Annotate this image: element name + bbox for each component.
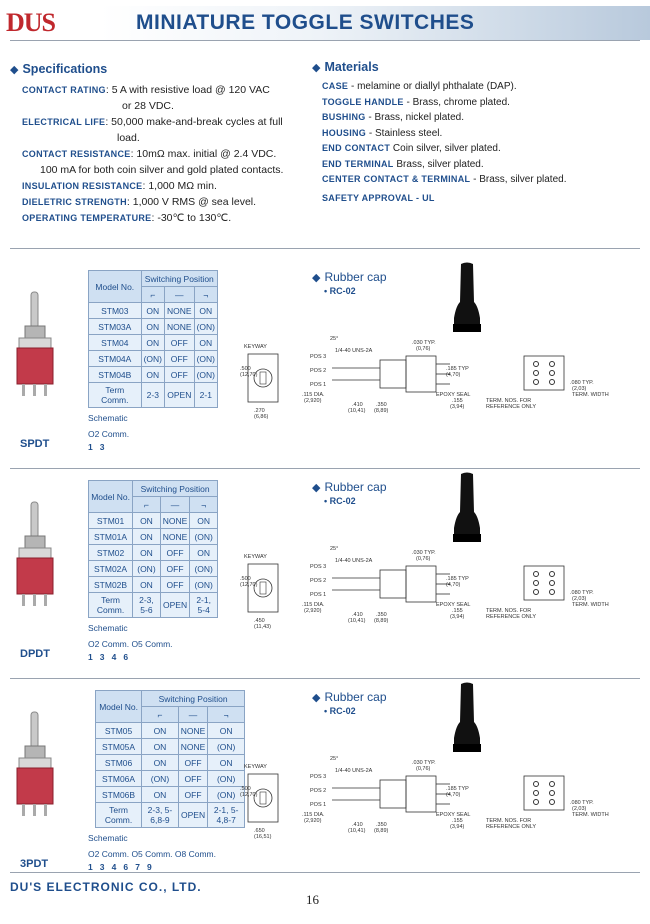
table-cell: (ON): [194, 367, 217, 383]
table-cell: ON: [142, 723, 179, 739]
thread-label: 1/4-40 UNS-2A: [335, 768, 373, 774]
material-end-contact: END CONTACT Coin silver, silver plated.: [322, 143, 501, 154]
dim-label: (2,03): [572, 806, 587, 812]
dim-label: (4,70): [446, 792, 461, 798]
epoxy-label: EPOXY SEAL: [436, 392, 471, 398]
dim-label: .410: [352, 612, 363, 618]
pos-label: POS 1: [310, 382, 327, 388]
term-nos-label: TERM. NOS. FOR: [486, 818, 532, 824]
table-cell: ON: [142, 787, 179, 803]
rubber-cap-part: • RC-02: [324, 496, 356, 506]
table-cell: ON: [133, 513, 161, 529]
rubber-cap-part: • RC-02: [324, 286, 356, 296]
dim-label: .030 TYP.: [412, 340, 436, 346]
ref-only-label: REFERENCE ONLY: [486, 824, 537, 830]
table-cell: ON: [190, 545, 218, 561]
dim-label: .350: [376, 402, 387, 408]
table-cell: ON: [208, 755, 245, 771]
table-cell: OFF: [160, 577, 190, 593]
term-cell: 2-1, 5-4: [190, 593, 218, 618]
table-row: [89, 561, 218, 577]
ref-only-label: REFERENCE ONLY: [486, 404, 537, 410]
table-cell: STM04: [89, 335, 142, 351]
pos-label: POS 3: [310, 564, 327, 570]
dim-label: .115 DIA.: [302, 392, 325, 398]
dim-label: (11,43): [254, 624, 272, 630]
spec-electrical-life-cont: load.: [117, 132, 140, 144]
dim-label: (2,920): [304, 608, 322, 614]
pos-label: POS 2: [310, 578, 327, 584]
position-icon: ⌐: [142, 707, 179, 723]
schematic-pins: 1 3: [88, 442, 105, 452]
spec-dielectric: DIELETRIC STRENGTH: 1,000 V RMS @ sea level.: [22, 196, 257, 208]
model-header: Model No.: [89, 271, 142, 303]
position-icon: ¬: [208, 707, 245, 723]
schematic-label: Schematic: [88, 623, 128, 633]
section-divider: [10, 468, 640, 469]
spec-contact-resistance-cont: 100 mA for both coin silver and gold plated contacts.: [40, 164, 284, 176]
dim-label: .080 TYP.: [570, 380, 594, 386]
dim-label: .650: [254, 828, 265, 834]
table-cell: NONE: [160, 529, 190, 545]
dim-label: (8,89): [374, 408, 389, 414]
schematic-comm: O2 Comm. O5 Comm. O8 Comm.: [88, 849, 216, 859]
switching-position-table: [88, 480, 218, 618]
term-cell: OPEN: [160, 593, 190, 618]
table-cell: STM01A: [89, 529, 133, 545]
table-cell: OFF: [178, 787, 208, 803]
header-divider: [10, 40, 640, 41]
material-case: CASE - melamine or diallyl phthalate (DAP).: [322, 81, 517, 92]
table-row: [89, 545, 218, 561]
dim-label: .155: [452, 398, 463, 404]
table-cell: (ON): [142, 771, 179, 787]
dimension-drawing: [240, 756, 630, 860]
dimension-drawing: [240, 546, 630, 650]
dimension-drawing: [240, 336, 630, 440]
thread-label: 1/4-40 UNS-2A: [335, 558, 373, 564]
pos-label: POS 3: [310, 774, 327, 780]
table-row: [89, 303, 218, 319]
dim-label: .350: [376, 612, 387, 618]
term-cell: 2-3, 5-6: [133, 593, 161, 618]
table-cell: OFF: [160, 561, 190, 577]
position-header: Switching Position: [141, 271, 217, 287]
materials-list: [322, 79, 642, 206]
table-cell: ON: [141, 319, 164, 335]
footer-company: DU'S ELECTRONIC CO., LTD.: [10, 880, 202, 894]
specifications-heading: ◆ Specifications: [10, 62, 108, 76]
dim-label: .155: [452, 818, 463, 824]
diamond-bullet-icon: ◆: [312, 692, 321, 704]
table-cell: STM01: [89, 513, 133, 529]
term-header: Term Comm.: [89, 383, 142, 408]
dim-label: .500: [240, 366, 251, 372]
table-cell: STM04A: [89, 351, 142, 367]
table-cell: OFF: [165, 367, 195, 383]
dim-label: (3,94): [450, 404, 465, 410]
table-cell: ON: [141, 335, 164, 351]
dim-label: .185 TYP: [446, 366, 469, 372]
specifications-list: [22, 82, 307, 226]
term-cell: 2-1: [194, 383, 217, 408]
pole-type-label: DPDT: [20, 648, 50, 660]
schematic-pins: 1 3 4 6: [88, 652, 129, 662]
switch-photo: [14, 502, 56, 612]
table-cell: STM05A: [96, 739, 142, 755]
model-header: Model No.: [96, 691, 142, 723]
table-row: [89, 529, 218, 545]
term-width-label: TERM. WIDTH: [572, 812, 609, 818]
table-cell: ON: [141, 367, 164, 383]
table-cell: STM02A: [89, 561, 133, 577]
dim-label: (10,41): [348, 828, 366, 834]
spec-electrical-life: ELECTRICAL LIFE: 50,000 make-and-break cycles at full: [22, 116, 283, 128]
material-center-contact: CENTER CONTACT & TERMINAL - Brass, silver plated.: [322, 174, 567, 185]
dim-label: .185 TYP: [446, 576, 469, 582]
term-cell: 2-1, 5-4,8-7: [208, 803, 245, 828]
switch-photo: [14, 712, 56, 822]
angle-label: 25°: [330, 336, 339, 342]
dim-label: (2,920): [304, 818, 322, 824]
table-cell: ON: [190, 513, 218, 529]
table-cell: ON: [208, 723, 245, 739]
dim-label: (8,89): [374, 828, 389, 834]
dim-label: (2,920): [304, 398, 322, 404]
dim-label: .500: [240, 576, 251, 582]
rubber-cap-image: [452, 262, 482, 339]
table-cell: (ON): [194, 319, 217, 335]
dim-label: (0,76): [416, 346, 431, 352]
thread-label: 1/4-40 UNS-2A: [335, 348, 373, 354]
spec-operating-temp: OPERATING TEMPERATURE: -30℃ to 130℃.: [22, 212, 232, 224]
position-icon: ⌐: [133, 497, 161, 513]
position-icon: —: [165, 287, 195, 303]
pos-label: POS 3: [310, 354, 327, 360]
diamond-bullet-icon: ◆: [312, 272, 321, 284]
dim-label: (3,94): [450, 614, 465, 620]
dim-label: .030 TYP.: [412, 760, 436, 766]
table-cell: ON: [141, 303, 164, 319]
pos-label: POS 1: [310, 802, 327, 808]
dim-label: (2,03): [572, 596, 587, 602]
dim-label: .450: [254, 618, 265, 624]
table-row: [89, 319, 218, 335]
dim-label: (4,70): [446, 372, 461, 378]
dim-label: .115 DIA.: [302, 602, 325, 608]
rubber-cap-part: • RC-02: [324, 706, 356, 716]
table-cell: ON: [194, 303, 217, 319]
position-icon: ¬: [194, 287, 217, 303]
dim-label: (12,70): [240, 582, 258, 588]
table-cell: STM02: [89, 545, 133, 561]
table-row: [96, 755, 245, 771]
term-cell: OPEN: [178, 803, 208, 828]
table-cell: ON: [142, 739, 179, 755]
dim-label: .410: [352, 822, 363, 828]
table-cell: (ON): [133, 561, 161, 577]
material-end-terminal: END TERMINAL Brass, silver plated.: [322, 158, 484, 170]
pole-type-label: 3PDT: [20, 858, 49, 870]
switching-position-table: [88, 270, 218, 408]
epoxy-label: EPOXY SEAL: [436, 812, 471, 818]
table-cell: (ON): [194, 351, 217, 367]
table-cell: (ON): [208, 739, 245, 755]
table-row: [89, 367, 218, 383]
keyway-label: KEYWAY: [244, 764, 267, 770]
term-cell: OPEN: [165, 383, 195, 408]
table-cell: NONE: [165, 303, 195, 319]
position-icon: ¬: [190, 497, 218, 513]
dim-label: (10,41): [348, 408, 366, 414]
position-icon: ⌐: [141, 287, 164, 303]
table-cell: (ON): [190, 529, 218, 545]
table-cell: ON: [133, 545, 161, 561]
dim-label: (10,41): [348, 618, 366, 624]
term-cell: 2-3, 5-6,8-9: [142, 803, 179, 828]
pos-label: POS 2: [310, 368, 327, 374]
dim-label: (16,51): [254, 834, 272, 840]
position-icon: —: [160, 497, 190, 513]
position-header: Switching Position: [133, 481, 218, 497]
rubber-cap-heading: ◆ Rubber cap: [312, 480, 387, 494]
dim-label: .185 TYP: [446, 786, 469, 792]
spec-contact-rating: CONTACT RATING: 5 A with resistive load @ 120 VAC: [22, 84, 270, 96]
term-header: Term Comm.: [96, 803, 142, 828]
footer-divider: [10, 872, 640, 873]
dim-label: .080 TYP.: [570, 800, 594, 806]
table-row: [89, 335, 218, 351]
table-cell: STM03: [89, 303, 142, 319]
term-nos-label: TERM. NOS. FOR: [486, 398, 532, 404]
table-cell: STM06A: [96, 771, 142, 787]
dim-label: (8,89): [374, 618, 389, 624]
schematic-comm: O2 Comm. O5 Comm.: [88, 639, 173, 649]
table-cell: ON: [142, 755, 179, 771]
spec-contact-resistance: CONTACT RESISTANCE: 10mΩ max. initial @ 2.4 VDC.: [22, 148, 277, 160]
table-cell: STM05: [96, 723, 142, 739]
dim-label: .270: [254, 408, 265, 414]
schematic-label: Schematic: [88, 413, 128, 423]
pos-label: POS 1: [310, 592, 327, 598]
section-divider: [10, 248, 640, 249]
schematic-comm: O2 Comm.: [88, 429, 130, 439]
table-cell: NONE: [165, 319, 195, 335]
dim-label: (12,70): [240, 372, 258, 378]
schematic-pins: 1 3 4 6 7 9: [88, 862, 152, 872]
table-cell: OFF: [165, 335, 195, 351]
table-cell: (ON): [208, 787, 245, 803]
position-icon: —: [178, 707, 208, 723]
position-header: Switching Position: [142, 691, 245, 707]
term-header: Term Comm.: [89, 593, 133, 618]
table-cell: OFF: [178, 771, 208, 787]
dim-label: (12,70): [240, 792, 258, 798]
pos-label: POS 2: [310, 788, 327, 794]
spec-contact-rating-cont: or 28 VDC.: [122, 100, 174, 112]
table-cell: STM06B: [96, 787, 142, 803]
table-cell: (ON): [141, 351, 164, 367]
table-cell: NONE: [178, 723, 208, 739]
table-row: [89, 351, 218, 367]
table-cell: NONE: [160, 513, 190, 529]
table-row: [89, 577, 218, 593]
section-divider: [10, 678, 640, 679]
dim-label: (3,94): [450, 824, 465, 830]
table-cell: (ON): [190, 561, 218, 577]
table-row: [89, 513, 218, 529]
table-cell: NONE: [178, 739, 208, 755]
dim-label: .080 TYP.: [570, 590, 594, 596]
switching-position-table: [95, 690, 245, 828]
dim-label: (0,76): [416, 556, 431, 562]
dim-label: .500: [240, 786, 251, 792]
table-cell: STM04B: [89, 367, 142, 383]
dim-label: (0,76): [416, 766, 431, 772]
angle-label: 25°: [330, 546, 339, 552]
table-cell: ON: [133, 577, 161, 593]
pole-type-label: SPDT: [20, 438, 50, 450]
table-row: [96, 787, 245, 803]
rubber-cap-image: [452, 472, 482, 549]
material-safety-approval: SAFETY APPROVAL - UL: [322, 192, 435, 203]
diamond-bullet-icon: ◆: [10, 64, 19, 76]
table-cell: (ON): [208, 771, 245, 787]
dim-label: (4,70): [446, 582, 461, 588]
term-nos-label: TERM. NOS. FOR: [486, 608, 532, 614]
spec-insulation: INSULATION RESISTANCE: 1,000 MΩ min.: [22, 180, 217, 192]
ref-only-label: REFERENCE ONLY: [486, 614, 537, 620]
table-cell: OFF: [178, 755, 208, 771]
material-toggle-handle: TOGGLE HANDLE - Brass, chrome plated.: [322, 96, 510, 108]
page-number: 16: [306, 892, 319, 907]
page-title: MINIATURE TOGGLE SWITCHES: [136, 11, 475, 34]
table-row: [96, 771, 245, 787]
model-header: Model No.: [89, 481, 133, 513]
rubber-cap-heading: ◆ Rubber cap: [312, 690, 387, 704]
switch-photo: [14, 292, 56, 402]
rubber-cap-heading: ◆ Rubber cap: [312, 270, 387, 284]
angle-label: 25°: [330, 756, 339, 762]
company-logo: DUS: [6, 8, 56, 37]
materials-heading: ◆ Materials: [312, 60, 379, 74]
table-cell: (ON): [190, 577, 218, 593]
term-width-label: TERM. WIDTH: [572, 392, 609, 398]
diamond-bullet-icon: ◆: [312, 62, 321, 74]
dim-label: (6,86): [254, 414, 269, 420]
table-cell: OFF: [160, 545, 190, 561]
table-cell: OFF: [165, 351, 195, 367]
rubber-cap-image: [452, 682, 482, 759]
term-width-label: TERM. WIDTH: [572, 602, 609, 608]
table-cell: ON: [194, 335, 217, 351]
keyway-label: KEYWAY: [244, 344, 267, 350]
dim-label: .030 TYP.: [412, 550, 436, 556]
dim-label: (2,03): [572, 386, 587, 392]
material-housing: HOUSING - Stainless steel.: [322, 127, 443, 139]
table-cell: ON: [133, 529, 161, 545]
epoxy-label: EPOXY SEAL: [436, 602, 471, 608]
table-cell: STM06: [96, 755, 142, 771]
term-cell: 2-3: [141, 383, 164, 408]
dim-label: .115 DIA.: [302, 812, 325, 818]
material-bushing: BUSHING - Brass, nickel plated.: [322, 112, 464, 123]
table-cell: STM03A: [89, 319, 142, 335]
dim-label: .155: [452, 608, 463, 614]
schematic-label: Schematic: [88, 833, 128, 843]
table-row: [96, 723, 245, 739]
dim-label: .410: [352, 402, 363, 408]
table-cell: STM02B: [89, 577, 133, 593]
table-row: [96, 739, 245, 755]
dim-label: .350: [376, 822, 387, 828]
diamond-bullet-icon: ◆: [312, 482, 321, 494]
keyway-label: KEYWAY: [244, 554, 267, 560]
